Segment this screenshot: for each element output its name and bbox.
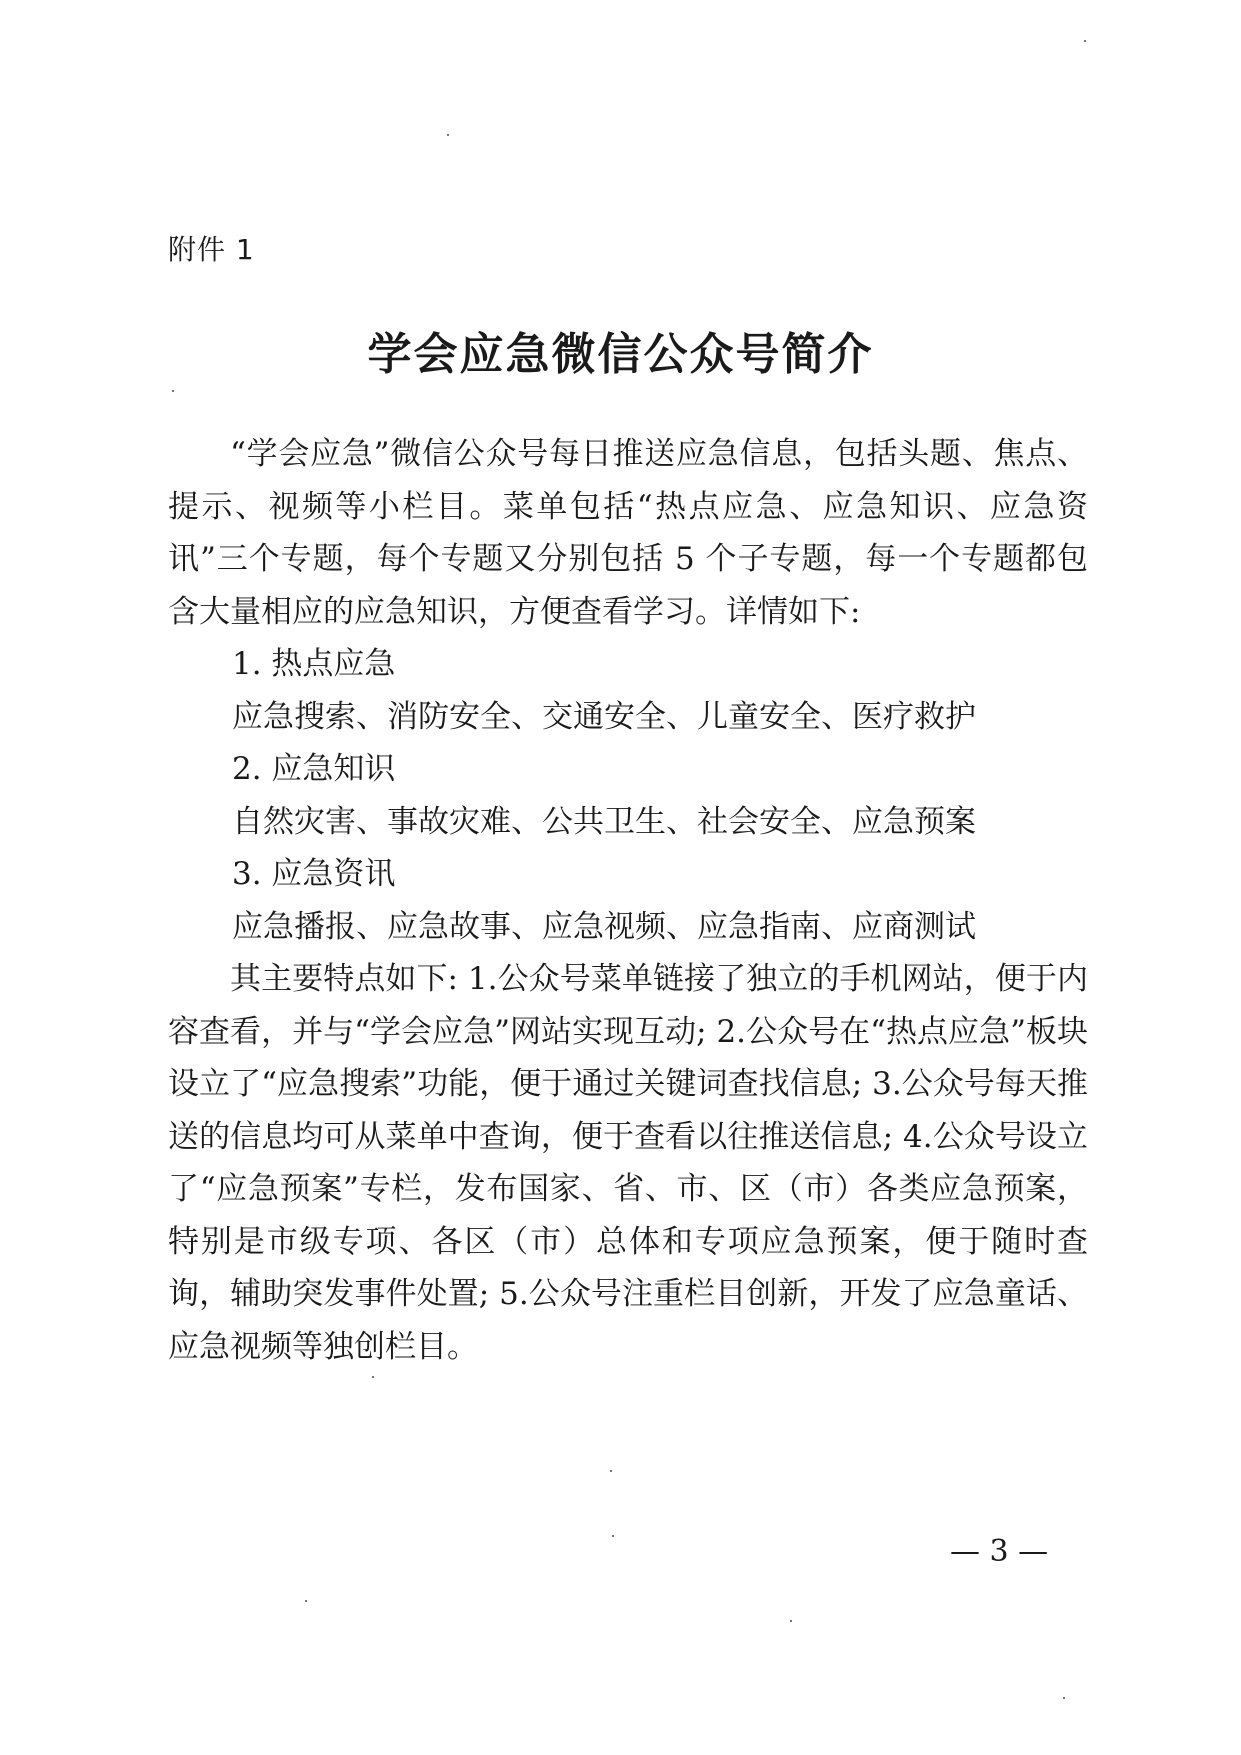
scan-speck	[172, 390, 174, 392]
attachment-label: 附件 1	[168, 233, 255, 266]
scan-speck	[447, 134, 449, 136]
scan-speck	[610, 1470, 612, 1472]
scan-speck	[790, 1620, 792, 1622]
scan-speck	[1063, 1697, 1065, 1699]
section-heading: 3. 应急资讯	[232, 856, 396, 892]
section-items: 自然灾害、事故灾难、公共卫生、社会安全、应急预案	[232, 803, 976, 840]
page-number: — 3 —	[950, 1534, 1049, 1569]
section-heading: 1. 热点应急	[232, 646, 396, 682]
section-items: 应急搜索、消防安全、交通安全、儿童安全、医疗救护	[232, 698, 976, 735]
section-items: 应急播报、应急故事、应急视频、应急指南、应商测试	[232, 908, 976, 945]
scan-speck	[612, 1535, 614, 1537]
intro-paragraph: “学会应急”微信公众号每日推送应急信息，包括头题、焦点、提示、视频等小栏目。菜单包括“热点应急、应急知识、应急资讯”三个专题，每个专题又分别包括 5 个子专题，每一个专题都包含大量相应的应急知识，方便查看学习。详情如下:	[168, 436, 1088, 630]
document-title: 学会应急微信公众号简介	[367, 329, 874, 380]
scan-speck	[305, 1600, 307, 1602]
section-heading: 2. 应急知识	[232, 751, 396, 787]
features-paragraph: 其主要特点如下: 1.公众号菜单链接了独立的手机网站，便于内容查看，并与“学会应急”网站实现互动; 2.公众号在“热点应急”板块设立了“应急搜索”功能，便于通过关键词查找信息; 3.公众号每天推送的信息均可从菜单中查询，便于查看以往推送信息; 4.公众号设立了“应急预案”专栏，发布国家、省、市、区（市）各类应急预案，特别是市级专项、各区（市）总体和专项应急预案，便于随时查询，辅助突发事件处置; 5.公众号注重栏目创新，开发了应急童话、应急视频等独创栏目。	[168, 961, 1088, 1365]
scan-speck	[372, 1376, 374, 1378]
scan-speck	[1084, 40, 1086, 42]
document-body	[168, 428, 1088, 1373]
